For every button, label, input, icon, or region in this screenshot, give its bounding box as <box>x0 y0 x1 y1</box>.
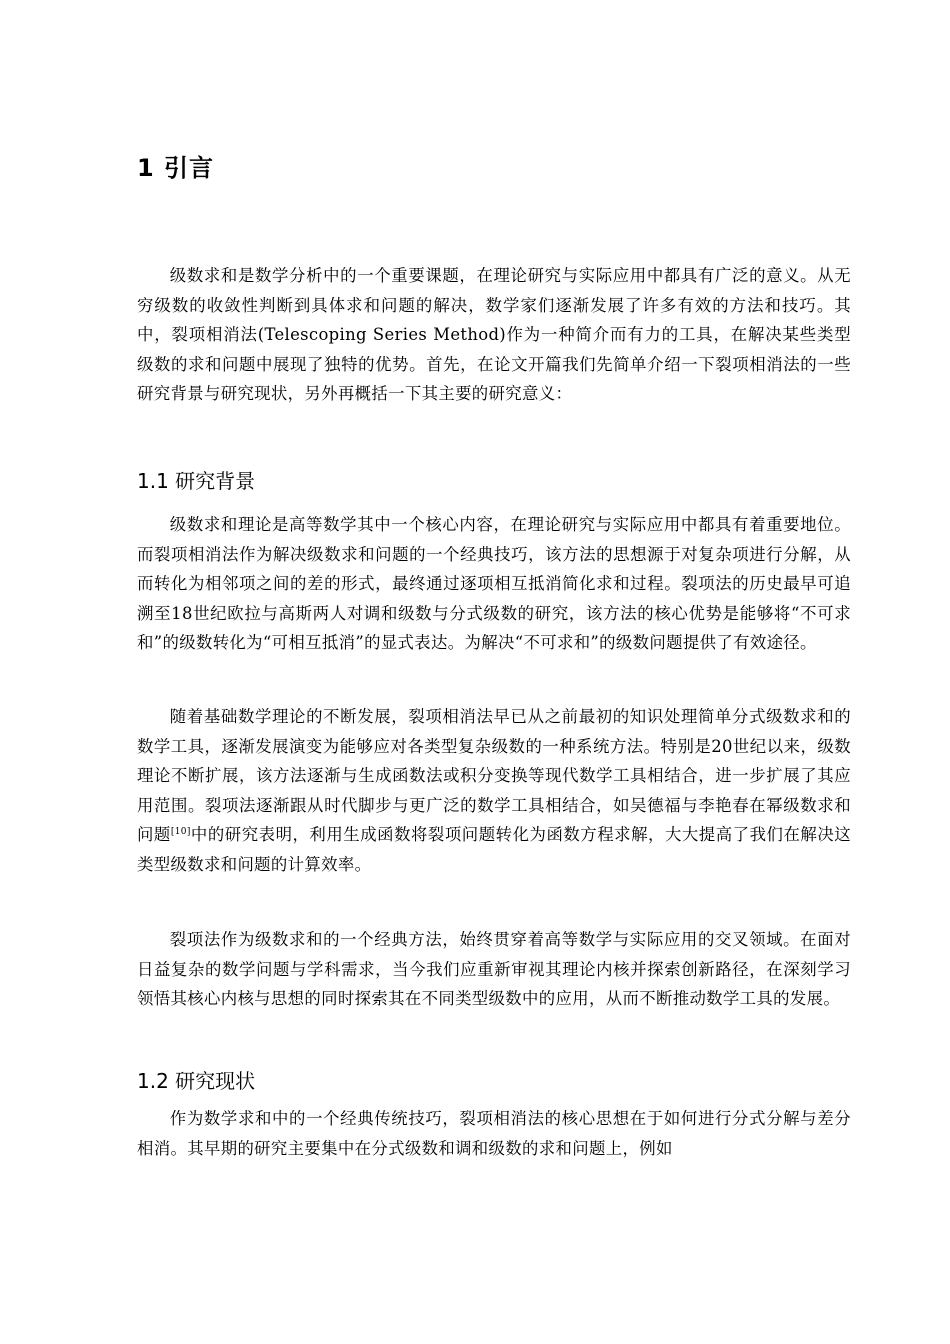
section-heading-research-status: 1.2 研究现状 <box>137 1069 256 1093</box>
chapter-title: 1 引言 <box>137 154 215 182</box>
background-paragraph-3: 裂项法作为级数求和的一个经典方法，始终贯穿着高等数学与实际应用的交叉领域。在面对日益复杂的数学问题与学科需求，当今我们应重新审视其理论内核并探索创新路径，在深刻学习领悟其核心内核与思想的同时探索其在不同类型级数中的应用，从而不断推动数学工具的发展。 <box>137 930 851 1009</box>
section-heading-research-background: 1.1 研究背景 <box>137 469 256 493</box>
background-paragraph-1: 级数求和理论是高等数学其中一个核心内容，在理论研究与实际应用中都具有着重要地位。而裂项相消法作为解决级数求和问题的一个经典技巧，该方法的思想源于对复杂项进行分解，从而转化为相邻项之间的差的形式，最终通过逐项相互抵消简化求和过程。裂项法的历史最早可追溯至18世纪欧拉与高斯两人对调和级数与分式级数的研究，该方法的核心优势是能够将“不可求和”的级数转化为“可相互抵消”的显式表达。为解决“不可求和”的级数问题提供了有效途径。 <box>137 515 851 653</box>
background-paragraph-2 <box>137 702 851 880</box>
background-paragraph-2-text-a: 随着基础数学理论的不断发展，裂项相消法早已从之前最初的知识处理简单分式级数求和的数学工具，逐渐发展演变为能够应对各类型复杂级数的一种系统方法。特别是20世纪以来，级数理论不断扩展，该方法逐渐与生成函数法或积分变换等现代数学工具相结合，进一步扩展了其应用范围。裂项法逐渐跟从时代脚步与更广泛的数学工具相结合，如吴德福与李艳春在幂级数求和问题 <box>137 707 851 845</box>
status-paragraph-1: 作为数学求和中的一个经典传统技巧，裂项相消法的核心思想在于如何进行分式分解与差分相消。其早期的研究主要集中在分式级数和调和级数的求和问题上，例如 <box>137 1109 851 1158</box>
intro-paragraph: 级数求和是数学分析中的一个重要课题，在理论研究与实际应用中都具有广泛的意义。从无穷级数的收敛性判断到具体求和问题的解决，数学家们逐渐发展了许多有效的方法和技巧。其中，裂项相消法(Telescoping Series Method)作为一种简介而有力的工具，在解决某些类型级数的求和问题中展现了独特的优势。首先，在论文开篇我们先简单介绍一下裂项相消法的一些研究背景与研究现状，另外再概括一下其主要的研究意义： <box>137 266 851 404</box>
background-paragraph-2-text-b: 中的研究表明，利用生成函数将裂项问题转化为函数方程求解，大大提高了我们在解决这类型级数求和问题的计算效率。 <box>137 825 851 874</box>
citation-reference: [10] <box>170 827 191 838</box>
